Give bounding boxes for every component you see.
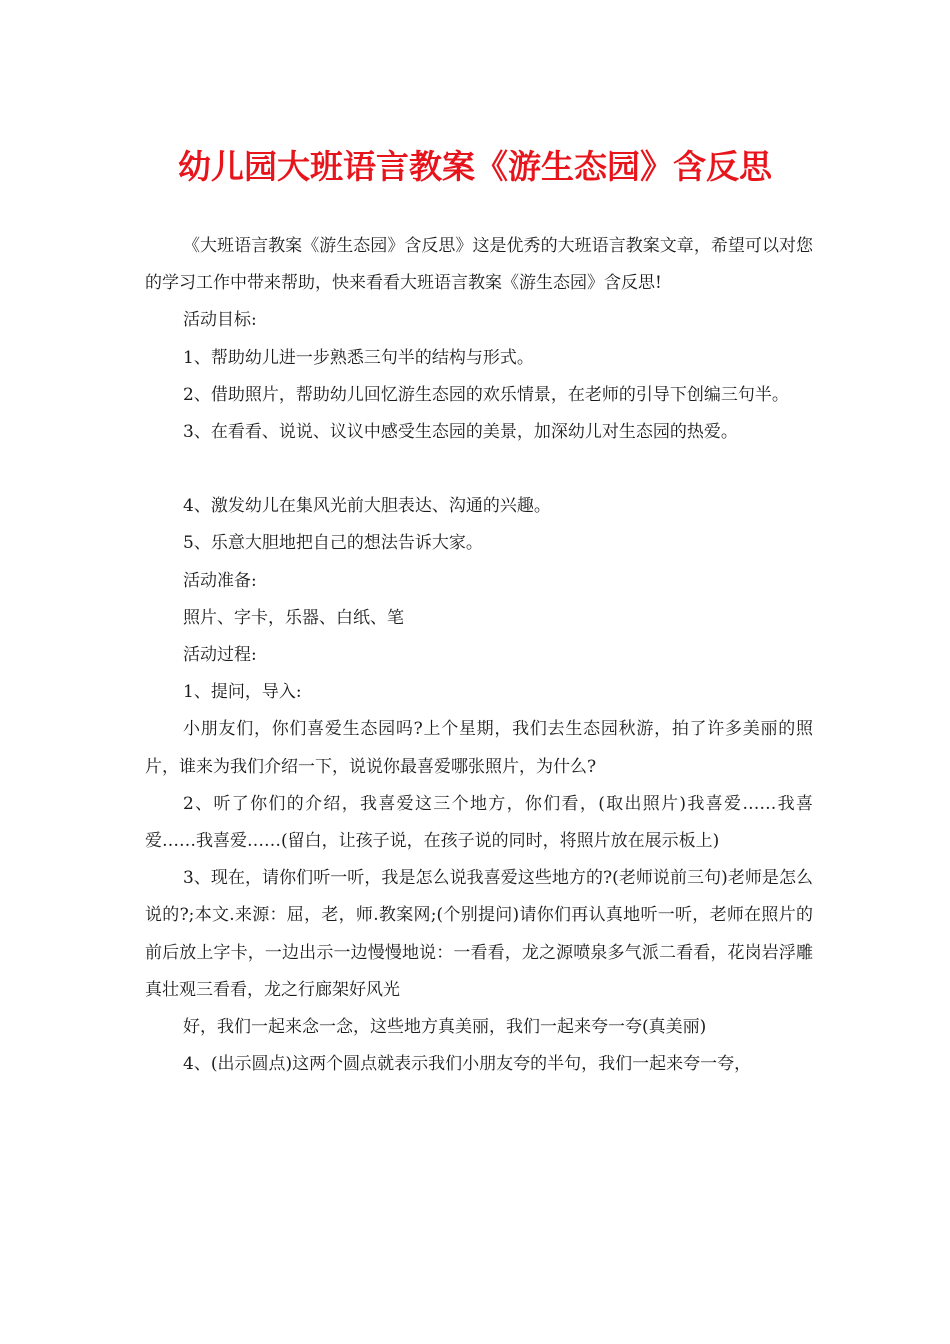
process-step-1: 1、提问，导入: xyxy=(183,682,302,703)
process-heading: 活动过程: xyxy=(183,645,257,666)
process-step-1-text: 小朋友们，你们喜爱生态园吗?上个星期，我们去生态园秋游，拍了许多美丽的照片，谁来为我们介绍一下，说说你最喜爱哪张照片，为什么? xyxy=(145,719,813,777)
process-step-3-followup: 好，我们一起来念一念，这些地方真美丽，我们一起来夸一夸(真美丽) xyxy=(183,1017,707,1038)
goal-item-5: 5、乐意大胆地把自己的想法告诉大家。 xyxy=(183,533,483,554)
goal-item-4: 4、激发幼儿在集风光前大胆表达、沟通的兴趣。 xyxy=(183,496,551,517)
prep-heading: 活动准备: xyxy=(183,570,257,591)
goal-item-2: 2、借助照片，帮助幼儿回忆游生态园的欢乐情景，在老师的引导下创编三句半。 xyxy=(183,384,789,405)
prep-items: 照片、字卡，乐器、白纸、笔 xyxy=(183,607,404,628)
goal-item-3: 3、在看看、说说、议议中感受生态园的美景，加深幼儿对生态园的热爱。 xyxy=(183,422,738,443)
blank-line xyxy=(145,451,813,488)
goal-item-1: 1、帮助幼儿进一步熟悉三句半的结构与形式。 xyxy=(183,347,534,368)
process-step-3: 3、现在，请你们听一听，我是怎么说我喜爱这些地方的?(老师说前三句)老师是怎么说的?;本文.来源：屈，老，师.教案网;(个别提问)请你们再认真地听一听，老师在照片的前后放上字卡，一边出示一边慢慢地说：一看看，龙之源喷泉多气派二看看，花岗岩浮雕真壮观三看看，龙之行廊架好风光 xyxy=(145,868,813,1000)
intro-paragraph: 《大班语言教案《游生态园》含反思》这是优秀的大班语言教案文章，希望可以对您的学习工作中带来帮助，快来看看大班语言教案《游生态园》含反思! xyxy=(145,236,813,294)
document-title: 幼儿园大班语言教案《游生态园》含反思 xyxy=(178,147,772,186)
document-body xyxy=(145,228,813,1083)
process-step-4: 4、(出示圆点)这两个圆点就表示我们小朋友夸的半句，我们一起来夸一夸， xyxy=(183,1054,752,1075)
goals-heading: 活动目标: xyxy=(183,310,257,331)
process-step-2: 2、听了你们的介绍，我喜爱这三个地方，你们看，(取出照片)我喜爱……我喜爱……我喜爱……(留白，让孩子说，在孩子说的同时，将照片放在展示板上) xyxy=(145,793,813,852)
